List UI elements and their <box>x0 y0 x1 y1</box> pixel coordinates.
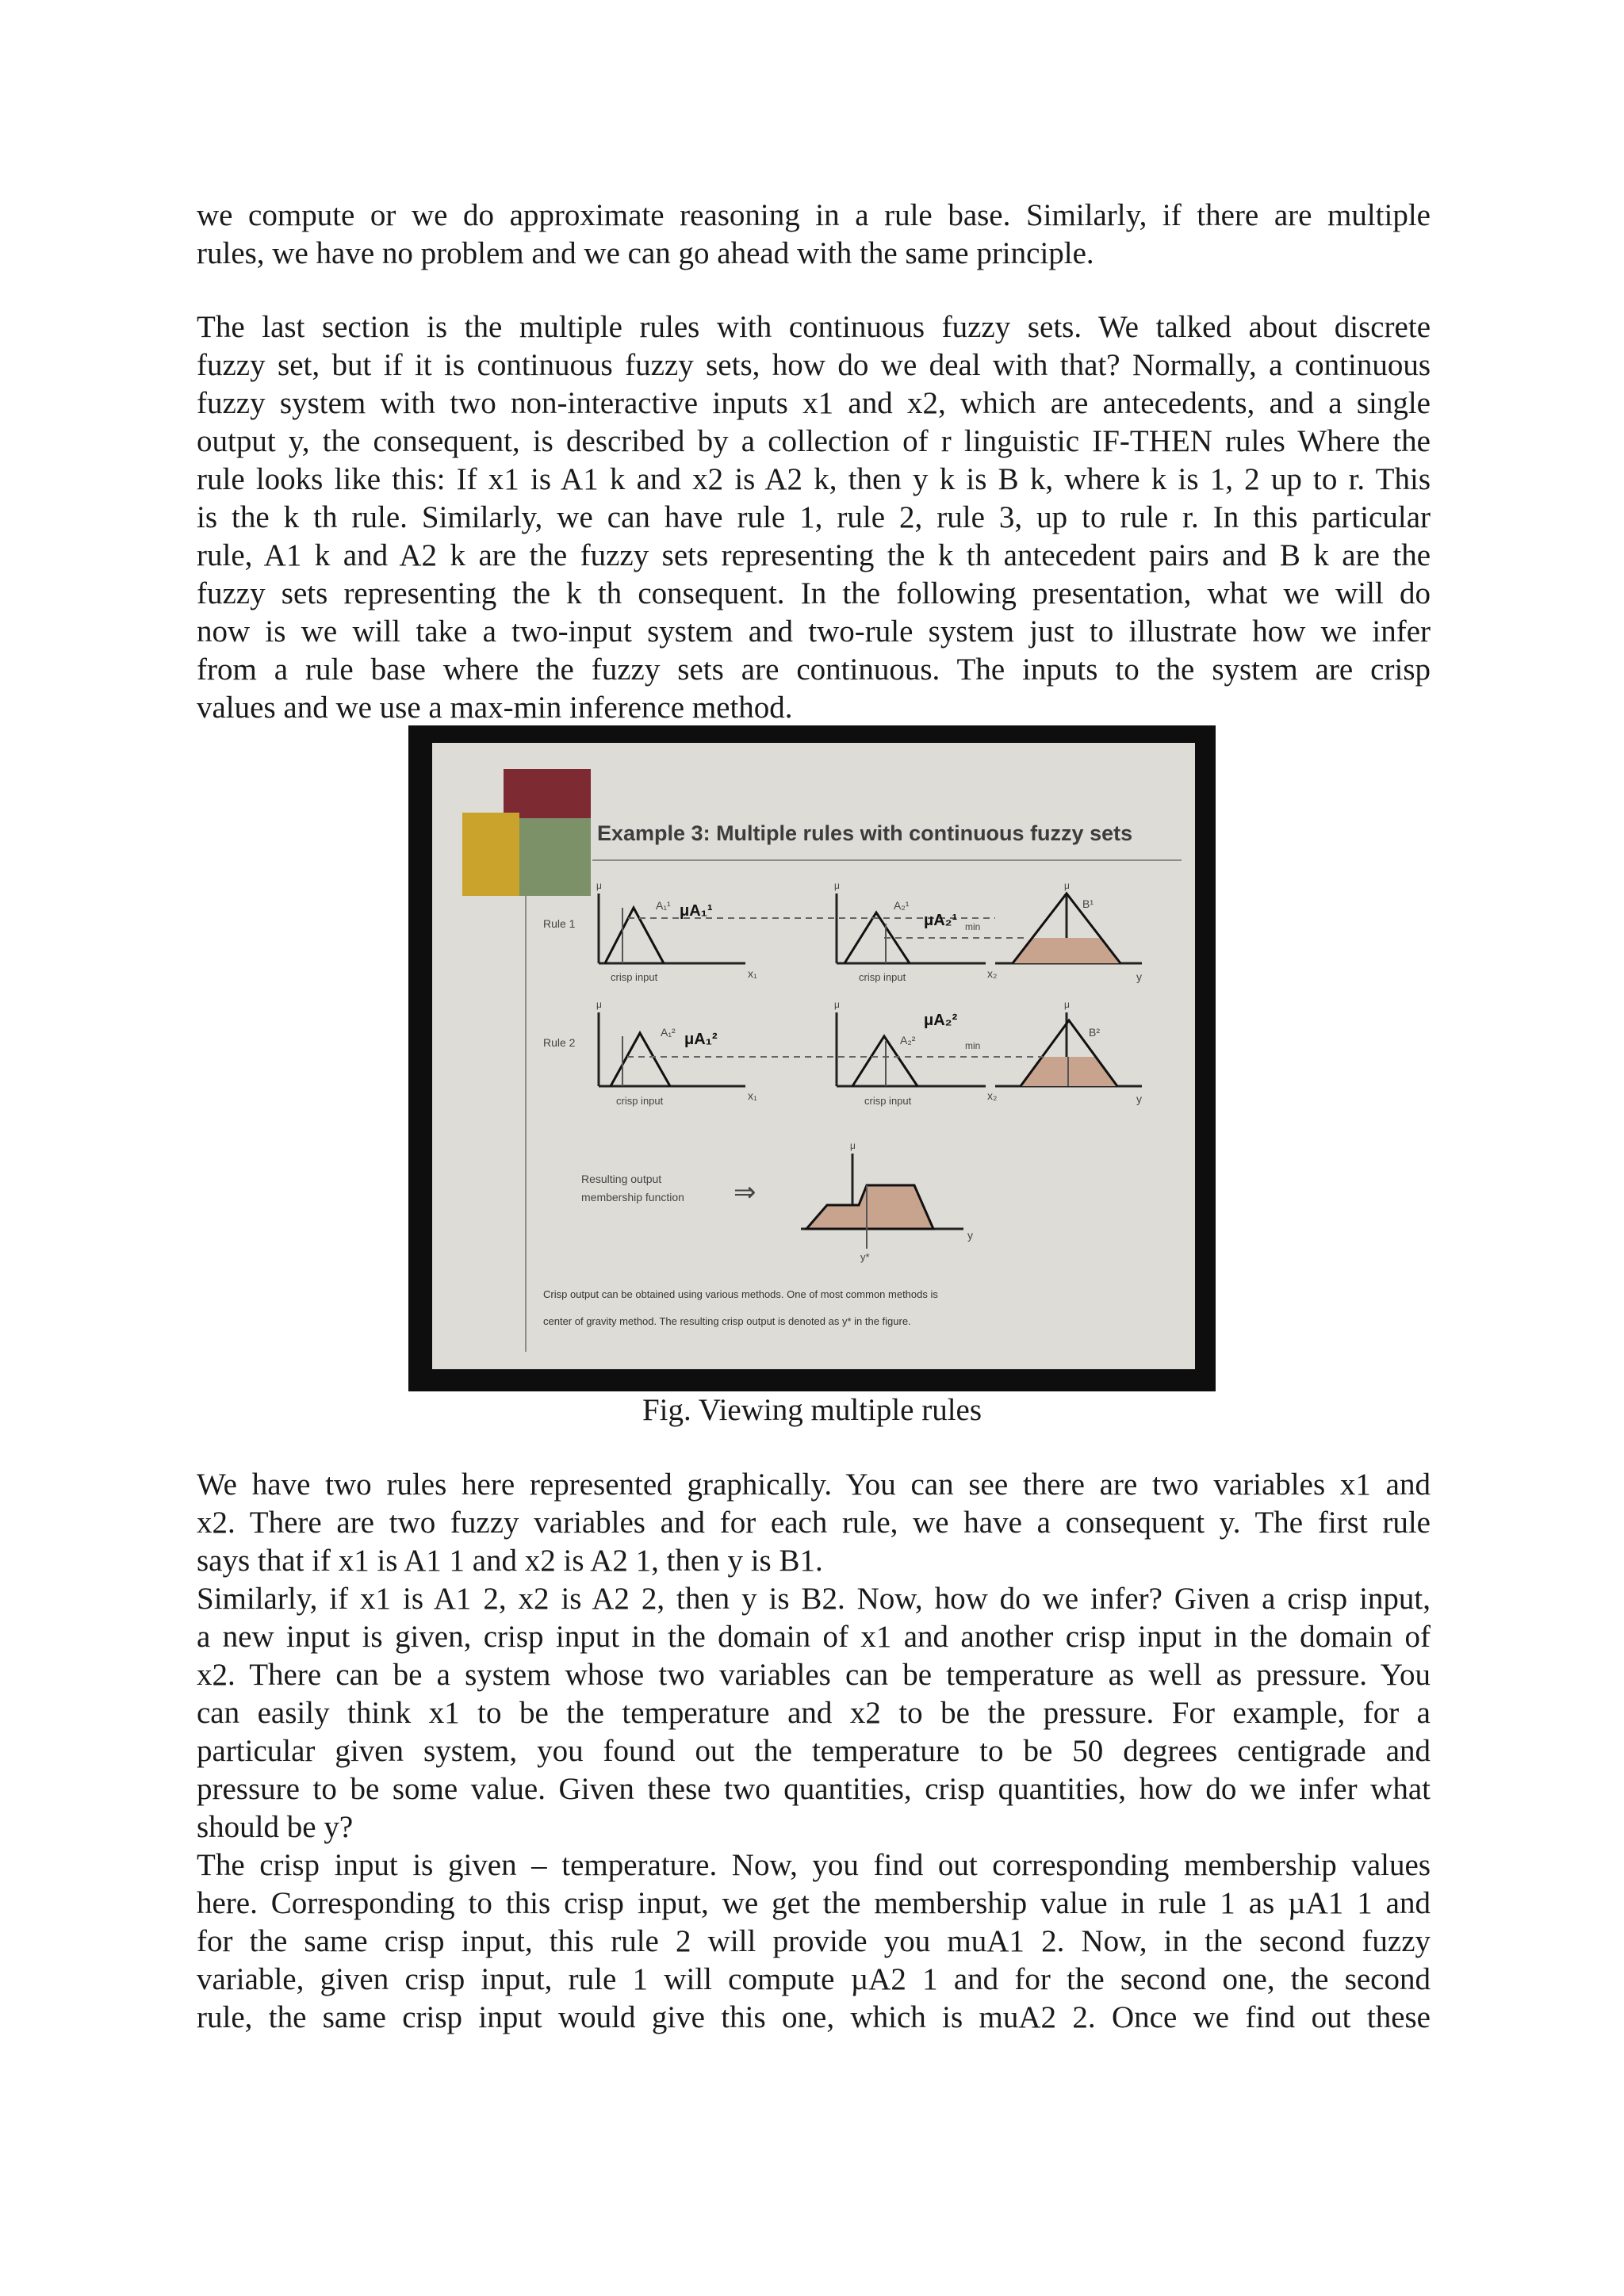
text-line: rules, we have no problem and we can go ahead with the same principle. <box>197 236 1094 270</box>
resulting-label-line-2: membership function <box>581 1191 684 1203</box>
label-y: y <box>1136 970 1142 983</box>
text-line: rule, the same crisp input would give this one, which is muA2 2. Once we find out these <box>197 2000 1431 2034</box>
label-mu: μ <box>596 999 602 1010</box>
text-line: a new input is given, crisp input in the domain of x1 and another crisp input in the domain of <box>197 1620 1431 1654</box>
label-mu: μ <box>834 880 840 891</box>
figure-multiple-rules <box>408 725 1216 1391</box>
text-line: Similarly, if x1 is A1 2, x2 is A2 2, then y is B2. Now, how do we infer? Given a crisp input, <box>197 1582 1431 1616</box>
text-line: is the k th rule. Similarly, we can have rule 1, rule 2, rule 3, up to rule r. In this particular <box>197 500 1431 534</box>
text-line: says that if x1 is A1 1 and x2 is A2 1, then y is B1. <box>197 1544 823 1578</box>
paragraph-1 <box>197 197 1431 273</box>
label-a12: A₁² <box>661 1026 676 1039</box>
text-line: pressure to be some value. Given these two quantities, crisp quantities, how do we infer what <box>197 1772 1431 1806</box>
arrow-icon: ⇒ <box>733 1177 756 1208</box>
paragraph-2 <box>197 308 1431 727</box>
figure-caption: Fig. Viewing multiple rules <box>642 1393 982 1427</box>
label-mu: μ <box>850 1140 856 1151</box>
slide-image <box>408 725 1216 1391</box>
text-line: rule, A1 k and A2 k are the fuzzy sets representing the k th antecedent pairs and B k are the <box>197 538 1431 572</box>
label-crisp-input: crisp input <box>611 971 658 983</box>
label-min: min <box>965 1040 981 1051</box>
label-b2: B² <box>1089 1026 1100 1039</box>
text-line: we compute or we do approximate reasoning in a rule base. Similarly, if there are multiple <box>197 198 1431 232</box>
label-min: min <box>965 921 981 932</box>
text-line: particular given system, you found out the temperature to be 50 degrees centigrade and <box>197 1734 1431 1768</box>
decor-maroon-square <box>504 769 591 818</box>
label-crisp-input: crisp input <box>859 971 906 983</box>
label-a22: A₂² <box>900 1034 916 1047</box>
resulting-label-line-1: Resulting output <box>581 1173 662 1185</box>
label-b1: B¹ <box>1082 897 1094 910</box>
label-mu: μ <box>834 999 840 1010</box>
label-y: y <box>1136 1093 1142 1105</box>
text-line: can easily think x1 to be the temperature and x2 to be the pressure. For example, for a <box>197 1696 1431 1730</box>
text-line: The crisp input is given – temperature. Now, you find out corresponding membership values <box>197 1848 1431 1882</box>
rule-1-label: Rule 1 <box>543 917 576 930</box>
text-line: fuzzy set, but if it is continuous fuzzy sets, how do we deal with that? Normally, a continuous <box>197 348 1431 382</box>
text-line: values and we use a max-min inference method. <box>197 691 793 725</box>
text-line: rule looks like this: If x1 is A1 k and x2 is A2 k, then y k is B k, where k is 1, 2 up to r. This <box>197 462 1431 496</box>
label-x2: x₂ <box>987 967 998 980</box>
label-mu-a12: μA₁² <box>684 1031 718 1048</box>
text-line: should be y? <box>197 1810 354 1844</box>
label-x1: x₁ <box>748 967 757 980</box>
text-line: x2. There are two fuzzy variables and for each rule, we have a consequent y. The first rule <box>197 1506 1431 1540</box>
decor-yellow-square <box>462 813 519 896</box>
text-line: now is we will take a two-input system and two-rule system just to illustrate how we infer <box>197 614 1431 649</box>
text-line: output y, the consequent, is described by a collection of r linguistic IF-THEN rules Where the <box>197 424 1431 458</box>
label-mu: μ <box>1064 880 1070 891</box>
text-line: here. Corresponding to this crisp input, we get the membership value in rule 1 as µA1 1 and <box>197 1886 1431 1920</box>
label-mu-a22: μA₂² <box>924 1012 958 1029</box>
decor-green-square <box>519 818 591 896</box>
text-line: fuzzy system with two non-interactive inputs x1 and x2, which are antecedents, and a single <box>197 386 1431 420</box>
label-y: y <box>967 1229 973 1242</box>
label-mu: μ <box>596 880 602 891</box>
label-y-star: y* <box>860 1251 870 1263</box>
label-a11: A₁¹ <box>656 899 671 912</box>
text-line: for the same crisp input, this rule 2 will provide you muA1 2. Now, in the second fuzzy <box>197 1924 1431 1958</box>
label-mu-a21: μA₂¹ <box>924 912 958 929</box>
label-crisp-input: crisp input <box>616 1095 664 1107</box>
text-line: variable, given crisp input, rule 1 will compute µA2 1 and for the second one, the second <box>197 1962 1431 1996</box>
label-x1: x₁ <box>748 1089 757 1102</box>
slide-footer-line-1: Crisp output can be obtained using various methods. One of most common methods is <box>543 1288 938 1300</box>
text-line: x2. There can be a system whose two variables can be temperature as well as pressure. You <box>197 1658 1431 1692</box>
paragraph-3 <box>197 1466 1431 2037</box>
text-line: The last section is the multiple rules with continuous fuzzy sets. We talked about discrete <box>197 310 1431 344</box>
label-mu-a11: μA₁¹ <box>680 902 713 920</box>
text-line: We have two rules here represented graphically. You can see there are two variables x1 and <box>197 1468 1431 1502</box>
rule-2-label: Rule 2 <box>543 1036 576 1049</box>
label-crisp-input: crisp input <box>864 1095 912 1107</box>
text-line: fuzzy sets representing the k th consequent. In the following presentation, what we will do <box>197 576 1431 610</box>
slide-title: Example 3: Multiple rules with continuous fuzzy sets <box>597 821 1133 845</box>
text-line: from a rule base where the fuzzy sets are continuous. The inputs to the system are crisp <box>197 652 1431 687</box>
label-x2: x₂ <box>987 1089 998 1102</box>
label-mu: μ <box>1064 999 1070 1010</box>
label-a21: A₂¹ <box>894 899 910 912</box>
slide-footer-line-2: center of gravity method. The resulting crisp output is denoted as y* in the figure. <box>543 1315 911 1327</box>
